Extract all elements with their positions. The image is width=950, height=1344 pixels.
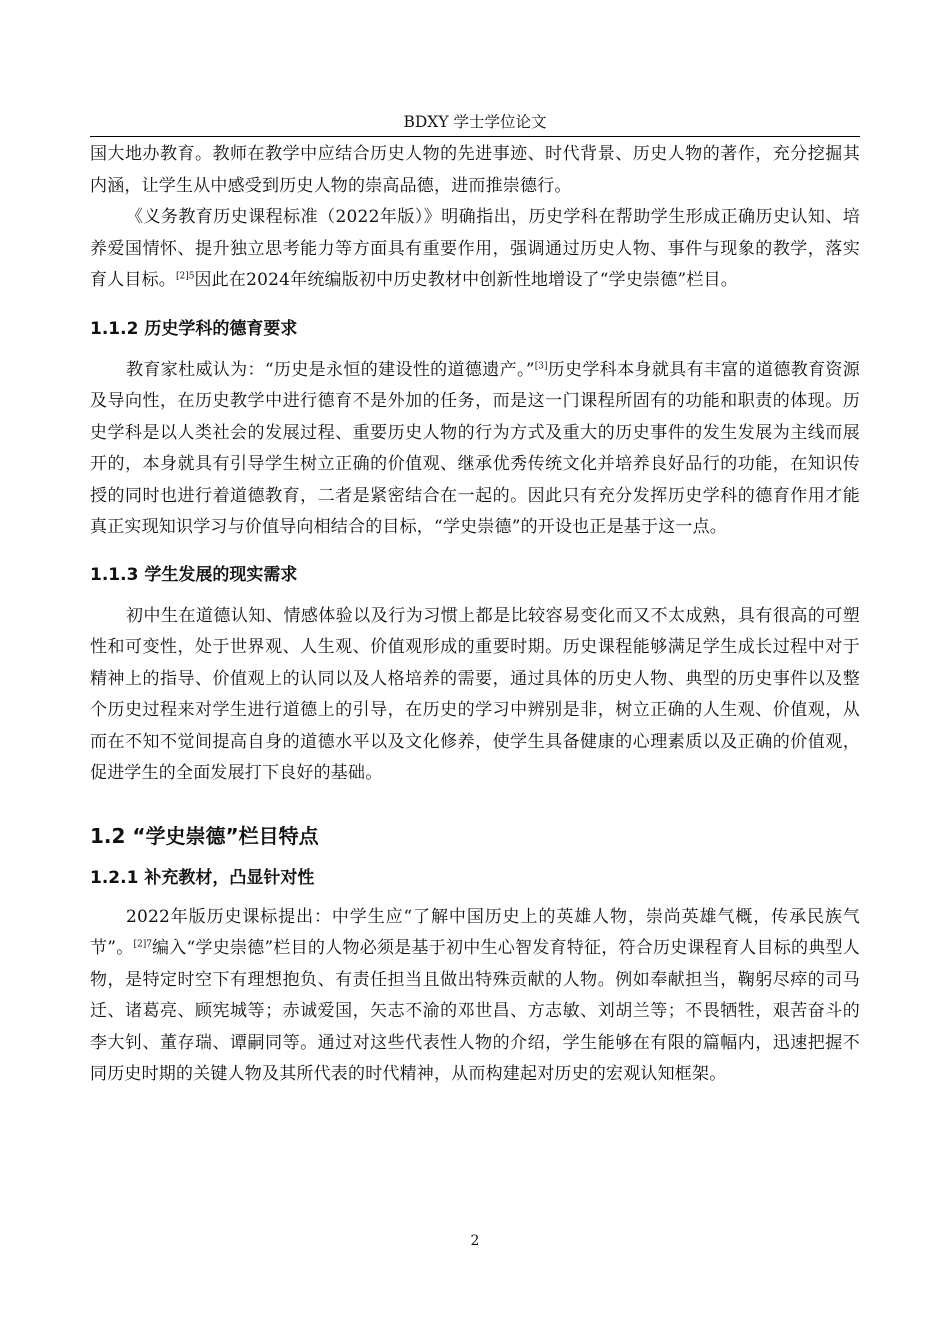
section-heading-1-1-3: 1.1.3 学生发展的现实需求 [90,564,298,585]
paragraph-3-text: 教育家杜威认为：“历史是永恒的建设性的道德遗产。” [126,359,535,380]
section-heading-1-2-1: 1.2.1 补充教材，凸显针对性 [90,867,315,888]
page-number: 2 [470,1233,480,1249]
paragraph-4: 初中生在道德认知、情感体验以及行为习惯上都是比较容易变化而又不太成熟，具有很高的可塑性和可变性，处于世界观、人生观、价值观形成的重要时期。历史课程能够满足学生成长过程中对于精神上的指导、价值观上的认同以及人格培养的需要，通过具体的历史人物、典型的历史事件以及整个历史过程来对学生进行道德上的引导，在历史的学习中辨别是非，树立正确的人生观、价值观，从而在不知不觉间提高自身的道德水平以及文化修养，使学生具备健康的心理素质以及正确的价值观，促进学生的全面发展打下良好的基础。 [90,605,860,783]
paragraph-5 [90,902,860,1091]
paragraph-5-text-cont: 编入“学史崇德”栏目的人物必须是基于初中生心智发育特征，符合历史课程育人目标的典型人物，是特定时空下有理想抱负、有责任担当且做出特殊贡献的人物。例如奉献担当，鞠躬尽瘁的司马迁、诸葛亮、顾宪城等；赤诚爱国，矢志不渝的邓世昌、方志敏、刘胡兰等；不畏牺牲，艰苦奋斗的李大钊、董存瑞、谭嗣同等。通过对这些代表性人物的介绍，学生能够在有限的篇幅内，迅速把握不同历史时期的关键人物及其所代表的时代精神，从而构建起对历史的宏观认知框架。 [90,938,861,1084]
paragraph-2 [90,202,860,297]
paragraph-1: 国大地办教育。教师在教学中应结合历史人物的先进事迹、时代背景、历史人物的著作，充分挖掘其内涵，让学生从中感受到历史人物的崇高品德，进而推崇德行。 [90,144,860,196]
citation-mark: [2]5 [176,271,195,282]
paragraph-3 [90,355,860,544]
paragraph-2-text: 《义务教育历史课程标准（2022年版）》明确指出，历史学科在帮助学生形成正确历史认知、培养爱国情怀、提升独立思考能力等方面具有重要作用，强调通过历史人物、事件与现象的教学，落实育人目标。 [90,207,860,290]
paragraph-2-text-cont: 因此在2024年统编版初中历史教材中创新性地增设了“学史崇德”栏目。 [194,270,738,290]
section-heading-1-1-2: 1.1.2 历史学科的德育要求 [90,318,298,339]
running-header: BDXY 学士学位论文 [403,113,547,131]
citation-mark: [2]7 [133,939,152,950]
page-body [90,139,860,1091]
paragraph-5-text: 2022年版历史课标提出：中学生应“了解中国历史上的英雄人物，崇尚英雄气概，传承民族气节”。 [90,906,860,958]
citation-mark: [3] [534,360,548,371]
section-heading-1-2: 1.2 “学史崇德”栏目特点 [90,823,319,848]
header-rule [90,136,860,137]
paragraph-3-text-cont: 历史学科本身就具有丰富的道德教育资源及导向性，在历史教学中进行德育不是外加的任务，而是这一门课程所固有的功能和职责的体现。历史学科是以人类社会的发展过程、重要历史人物的行为方式及重大的历史事件的发生发展为主线而展开的，本身就具有引导学生树立正确的价值观、继承优秀传统文化并培养良好品行的功能，在知识传授的同时也进行着道德教育，二者是紧密结合在一起的。因此只有充分发挥历史学科的德育作用才能真正实现知识学习与价值导向相结合的目标，“学史崇德”的开设也正是基于这一点。 [90,359,860,537]
